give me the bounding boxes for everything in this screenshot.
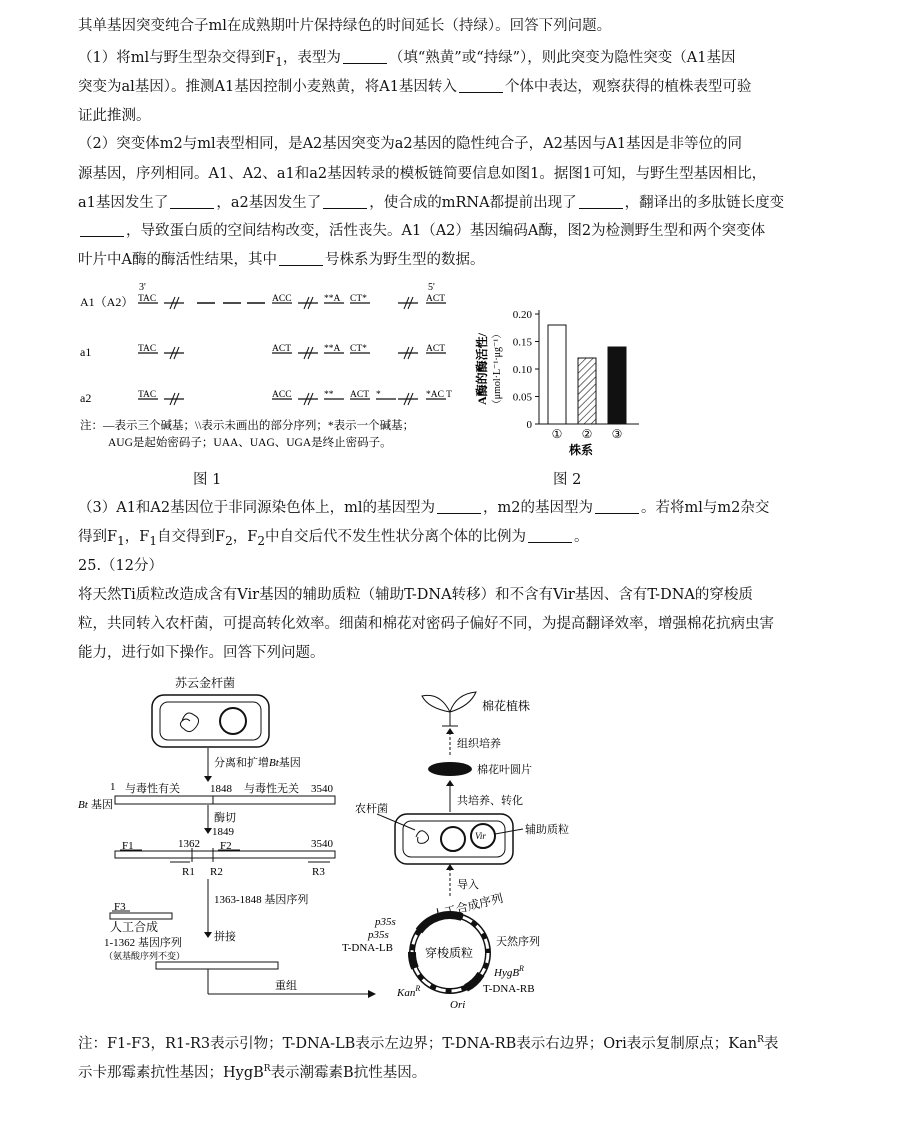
start-codon: TAC — [138, 294, 157, 304]
digest-label: 酶切 — [214, 812, 236, 824]
q2-line5 — [78, 246, 842, 274]
y-tick-label: 0.05 — [512, 391, 532, 404]
codon-seg1: ACT — [272, 344, 291, 354]
primer-f2: F2 — [220, 840, 232, 852]
end-codon: *AC T — [426, 390, 452, 400]
bt-gene-label: 基因 — [91, 799, 113, 811]
y-tick-label: 0.10 — [512, 364, 532, 376]
primer-f3: F3 — [114, 901, 126, 913]
end-codon: ACT — [426, 294, 445, 304]
bar — [548, 325, 566, 424]
q2-line4 — [78, 217, 842, 245]
recomb-label: 重组 — [275, 980, 297, 992]
splice-label: 拼接 — [214, 931, 236, 943]
synthetic-label-1: 人工合成 — [110, 920, 159, 934]
natural-seq-label: 天然序列 — [496, 936, 540, 948]
q25-line1 — [78, 581, 842, 609]
start-codon: TAC — [138, 390, 157, 400]
q2-blank-5[interactable] — [279, 249, 323, 266]
q3-blank-1[interactable] — [437, 497, 481, 514]
q1-text-c: （填“熟黄”或“持绿”），则此突变为隐性突变（A1基因 — [388, 50, 736, 66]
q25-text-3: 能力，进行如下操作。回答下列问题。 — [78, 645, 325, 661]
synthetic-segment — [110, 913, 172, 919]
introduce-label: 导入 — [457, 879, 479, 891]
helper-label: 辅助质粒 — [525, 824, 569, 836]
pos-1848: 1848 — [210, 783, 232, 795]
codon-seg2: ** — [324, 390, 334, 400]
primer-r2: R2 — [210, 866, 223, 878]
bt-label: Bt — [78, 799, 88, 811]
p35s-label-a: p35s — [375, 916, 396, 928]
q3-sub-2: 1 — [149, 533, 157, 548]
pos-3540: 3540 — [311, 783, 333, 795]
q2-blank-4[interactable] — [80, 220, 124, 237]
q1-text-a: （1）将ml与野生型杂交得到F — [78, 50, 276, 66]
p35s-label-b: p35s — [368, 929, 389, 941]
fig1-note-line2: AUG是起始密码子；UAA、UAG、UGA是终止密码子。 — [108, 437, 392, 449]
spliced-gene-bar — [156, 962, 278, 969]
q2-text-a: （2）突变体m2与ml表型相同，是A2基因突变为a2基因的隐性纯合子，A2基因与A1基因是非等位的同 — [78, 136, 743, 152]
q1-text-f: 证此推测。 — [78, 108, 151, 124]
q25-line3 — [78, 639, 842, 667]
figure-1 — [76, 280, 496, 458]
q3-line2 — [78, 523, 842, 555]
nontoxic-label: 与毒性无关 — [244, 783, 299, 795]
q3-text-b5: 中自交后代不发生性状分离个体的比例为 — [265, 529, 526, 545]
y-axis-label: A酶的酶活性/ — [475, 332, 489, 406]
primer-r1: R1 — [182, 866, 195, 878]
q2-text-c2: ，a2基因发生了 — [216, 195, 322, 211]
leaf-disc-icon — [428, 762, 472, 776]
seq-label: 1363-1848 基因序列 — [214, 894, 309, 906]
y-axis-unit: （μmol·L⁻¹·μg⁻¹） — [492, 328, 503, 410]
agrobacterium-dish — [395, 814, 513, 864]
q3-blank-2[interactable] — [595, 497, 639, 514]
q3-blank-3[interactable] — [528, 526, 572, 543]
q2-text-b: 源基因，序列相同。A1、A2、a1和a2基因转录的模板链简要信息如图1。据图1可知，与野生型基因相比， — [78, 166, 767, 182]
codon-seg1: ACC — [272, 294, 292, 304]
codon-seg3: CT* — [350, 294, 367, 304]
q2-text-c4: ，翻译出的多肽链长度变 — [624, 195, 785, 211]
shuttle-label: 穿梭质粒 — [425, 946, 474, 960]
fig1-note-line1: 注：—表示三个碱基；\\表示未画出的部分序列；*表示一个碱基； — [80, 420, 415, 432]
intro-line — [78, 12, 842, 40]
q2-text-e2: 号株系为野生型的数据。 — [324, 252, 485, 268]
codon-seg2: **A — [324, 294, 341, 304]
y-tick-label: 0 — [526, 419, 532, 431]
bar — [608, 347, 626, 424]
cotton-plant-icon — [422, 692, 476, 726]
x-tick-label: ③ — [611, 427, 623, 441]
q1-text-e: 个体中表达，观察获得的植株表型可验 — [504, 79, 752, 95]
footnote-text-1a: 注：F1-F3，R1-R3表示引物；T-DNA-LB表示左边界；T-DNA-RB表示右边界；Ori表示复制原点；Kan — [78, 1035, 758, 1052]
q3-text-a1: （3）A1和A2基因位于非同源染色体上，ml的基因型为 — [78, 500, 436, 516]
q1-text-d: 突变为al基因）。推测A1基因控制小麦熟黄，将A1基因转入 — [78, 79, 457, 95]
q3-text-a2: ，m2的基因型为 — [483, 500, 593, 516]
figure-2-chart — [470, 290, 660, 470]
end-3-label: 3' — [139, 282, 146, 293]
q3-sub-1: 1 — [117, 533, 125, 548]
agro-label: 农杆菌 — [355, 803, 388, 815]
chart-body — [474, 309, 639, 457]
q3-text-b3: 自交得到F — [157, 529, 226, 545]
start-codon: TAC — [138, 344, 157, 354]
q1-line1 — [78, 44, 842, 76]
y-tick-label: 0.15 — [512, 336, 532, 349]
q3-text-b4: ，F — [232, 529, 258, 545]
q3-text-a3: 。若将ml与m2杂交 — [641, 500, 770, 516]
q2-line1 — [78, 130, 842, 158]
tdna-lb-label: T-DNA-LB — [342, 942, 393, 954]
ori-label: Ori — [450, 999, 466, 1011]
q25-text-2: 粒，共同转入农杆菌，可提高转化效率。细菌和棉花对密码子偏好不同，为提高翻译效率，增强棉花抗病虫害 — [78, 616, 774, 632]
q25-line2 — [78, 610, 842, 638]
codon-seg1: ACC — [272, 390, 292, 400]
q1-line3 — [78, 102, 842, 130]
synthetic-label-3: （氨基酸序列不变） — [104, 951, 186, 961]
fig2-caption: 图 2 — [553, 472, 582, 488]
q2-line2 — [78, 160, 842, 188]
synthetic-label-2: 1-1362 基因序列 — [104, 937, 182, 949]
footnote-line1 — [78, 1026, 842, 1058]
bacteria-label: 苏云金杆菌 — [175, 676, 236, 690]
footnote-text-1c: 表 — [763, 1035, 779, 1052]
sequence-row — [80, 390, 452, 405]
y-tick-label: 0.20 — [512, 309, 532, 321]
x-axis-label: 株系 — [568, 443, 594, 457]
end-codon: ACT — [426, 344, 445, 354]
q25-text-1: 将天然Ti质粒改造成含有Vir基因的辅助质粒（辅助T-DNA转移）和不含有Vir基因、含有T-DNA的穿梭质 — [78, 587, 753, 603]
pos-3540-b: 3540 — [311, 838, 333, 850]
hygb-label: HygB$^R$ — [494, 964, 524, 979]
intro-text: 其单基因突变纯合子ml在成熟期叶片保持绿色的时间延长（持绿）。回答下列问题。 — [78, 18, 612, 34]
q1-line2 — [78, 73, 842, 101]
q2-blank-3[interactable] — [579, 192, 623, 209]
footnote-line2 — [78, 1055, 842, 1087]
pos-1: 1 — [110, 781, 116, 793]
q2-text-c3: ，使合成的mRNA都提前出现了 — [369, 195, 577, 211]
bt-bacteria-dish — [152, 675, 269, 747]
bt-gene-bar — [115, 796, 335, 804]
sequence-row — [80, 294, 446, 309]
q2-blank-1[interactable] — [170, 192, 214, 209]
q2-text-c1: a1基因发生了 — [78, 195, 169, 211]
fig1-caption: 图 1 — [193, 472, 222, 488]
isolate-label: 分离和扩增Bt基因 — [214, 757, 301, 769]
q1-blank-1[interactable] — [343, 47, 387, 64]
codon-seg4: * — [376, 390, 381, 400]
strand-ends — [139, 282, 435, 293]
tdna-rb-label: T-DNA-RB — [483, 983, 535, 995]
toxic-label: 与毒性有关 — [125, 783, 180, 795]
x-tick-label: ② — [581, 427, 593, 441]
row-label: A1（A2） — [80, 295, 134, 309]
q1-text-b: ，表型为 — [282, 50, 341, 66]
footnote-sup-2: R — [263, 1064, 271, 1074]
figure-3-diagram — [70, 672, 660, 1024]
footnote-text-2a: 示卡那霉素抗性基因；HygB — [78, 1064, 264, 1081]
sequence-rows — [80, 294, 452, 405]
row-label: a1 — [80, 345, 92, 359]
x-tick-label: ① — [551, 427, 563, 441]
codon-seg3: CT* — [350, 344, 367, 354]
tissue-label: 组织培养 — [457, 738, 501, 750]
q3-sub-4: 2 — [257, 533, 265, 548]
footnote-sup-1: R — [757, 1035, 764, 1045]
q1-sub: 1 — [275, 54, 283, 69]
kan-label: Kan$^R$ — [397, 984, 421, 999]
primer-f1: F1 — [122, 840, 134, 852]
q3-text-b6: 。 — [574, 529, 589, 545]
pos-1362: 1362 — [178, 838, 200, 850]
q2-text-d1: ，导致蛋白质的空间结构改变，活性丧失。A1（A2）基因编码A酶，图2为检测野生型和两个突变体 — [126, 223, 766, 239]
q2-text-e1: 叶片中A酶的酶活性结果，其中 — [78, 252, 277, 268]
q25-heading — [78, 552, 842, 580]
disc-label: 棉花叶圆片 — [477, 764, 532, 776]
vir-label: Vir — [475, 831, 486, 841]
digested-gene-bar — [115, 851, 335, 858]
q3-text-b2: ，F — [124, 529, 150, 545]
coculture-label: 共培养、转化 — [457, 795, 523, 807]
bar — [578, 358, 596, 424]
q2-line3 — [78, 189, 842, 217]
q3-sub-3: 2 — [225, 533, 233, 548]
codon-seg3: ACT — [350, 390, 369, 400]
sequence-row — [80, 344, 446, 359]
primer-r3: R3 — [312, 866, 325, 878]
end-5-label: 5' — [428, 282, 435, 293]
row-label: a2 — [80, 391, 92, 405]
q3-line1 — [78, 494, 842, 522]
plant-label: 棉花植株 — [482, 699, 531, 713]
codon-seg2: **A — [324, 344, 341, 354]
q3-text-b1: 得到F — [78, 529, 118, 545]
pos-1849: 1849 — [212, 826, 234, 838]
footnote-text-2c: 表示潮霉素B抗性基因。 — [270, 1064, 427, 1081]
q2-blank-2[interactable] — [323, 192, 367, 209]
q1-blank-2[interactable] — [459, 76, 503, 93]
q25-head-text: 25.（12分） — [78, 558, 164, 574]
artificial-seq-label: 人工合成序列 — [431, 891, 505, 923]
